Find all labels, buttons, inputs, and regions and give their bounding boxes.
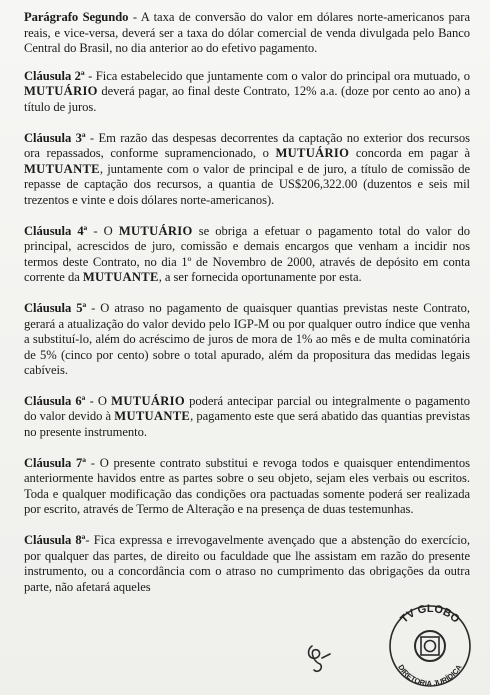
clause-text: , a ser fornecida oportunamente por esta. bbox=[158, 270, 362, 285]
party-name: MUTUÁRIO bbox=[24, 84, 98, 99]
clause-heading: Cláusula 7ª bbox=[24, 455, 86, 470]
party-name: MUTUANTE bbox=[24, 161, 100, 176]
paragraph-clausula-8 bbox=[24, 533, 470, 595]
stamp-top-text: TV GLOBO bbox=[398, 602, 462, 626]
stamp-bottom-text: DIRETORIA JURÍDICA bbox=[396, 662, 464, 689]
paragraph-clausula-6 bbox=[24, 394, 470, 441]
clause-heading: Cláusula 2ª bbox=[24, 68, 85, 83]
clause-heading: Cláusula 3ª bbox=[24, 130, 86, 145]
clause-text: - O presente contrato substitui e revoga todos e quaisquer entendimentos anteriormente havidos entre as partes sobre o seu objeto, sejam eles verbais ou escritos. Toda e qualquer modificação das condições ora pactuadas somente poderá ser realizada por escrito, através de Termo de Alteração e na presença de duas testemunhas. bbox=[24, 455, 470, 517]
clause-text: concorda em pagar à bbox=[349, 146, 471, 161]
clause-text: - Fica estabelecido que juntamente com o valor do principal ora mutuado, o bbox=[84, 68, 470, 83]
clause-text: - Fica expressa e irrevogavelmente avençado que a abstenção do exercício, por qualquer das partes, de direito ou faculdade que lhe assistam em razão do presente instrumento, ou a concordância com o atraso no cumprimento das obrigações da outra parte, não afetará aqueles bbox=[24, 533, 470, 594]
party-name: MUTUANTE bbox=[114, 409, 191, 424]
clause-text: , juntamente com o valor de principal e de juro, a título de comissão de repasse de captação dos recursos, a quantia de US$206,322.00 (duzentos e seis mil trezentos e vinte e dois dólares norte-americanos). bbox=[24, 161, 470, 207]
clause-text: deverá pagar, ao final deste Contrato, 12% a.a. (doze por cento ao ano) a título de juros. bbox=[24, 84, 470, 114]
party-name: MUTUÁRIO bbox=[111, 393, 185, 408]
clause-heading: Cláusula 5ª bbox=[24, 300, 87, 315]
clause-heading: Cláusula 6ª bbox=[24, 393, 86, 408]
party-name: MUTUÁRIO bbox=[275, 146, 350, 161]
clause-text: - O bbox=[85, 393, 112, 408]
clause-text: poderá antecipar parcial ou integralmente o pagamento do valor devido à bbox=[24, 393, 470, 424]
party-name: MUTUANTE bbox=[82, 270, 159, 285]
legal-stamp bbox=[382, 600, 478, 690]
paragraph-clausula-7 bbox=[24, 456, 470, 518]
party-name: MUTUÁRIO bbox=[118, 223, 193, 238]
clause-text: , pagamento este que será abatido das quantias previstas no presente instrumento. bbox=[24, 409, 471, 440]
clause-heading: Parágrafo Segundo bbox=[24, 10, 129, 24]
paragraph-paragrafo-segundo bbox=[24, 10, 470, 57]
clause-text: - Em razão das despesas decorrentes da captação no exterior dos recursos ora repassados, conforme supramencionado, o bbox=[24, 130, 470, 161]
paragraph-clausula-4 bbox=[24, 224, 470, 286]
clause-heading: Cláusula 8ª bbox=[24, 533, 86, 548]
paragraph-clausula-2 bbox=[24, 69, 470, 116]
clause-text: - O atraso no pagamento de quaisquer quantias previstas neste Contrato, gerará a atualização do valor devido pelo IGP-M ou por qualquer outro índice que venha a substituí-lo, além do acréscimo de juros de mora de 1% ao mês e de multa cominatória de 5% (cinco por cento) sobre o total apurado, além da propositura das medidas legais cabíveis. bbox=[24, 300, 470, 378]
paragraph-clausula-5 bbox=[24, 301, 470, 379]
clause-text: - A taxa de conversão do valor em dólares norte-americanos para reais, e vice-versa, deverá ser a taxa do dólar comercial de venda divulgada pelo Banco Central do Brasil, no dia anterior ao do efetivo pagamento. bbox=[24, 10, 470, 56]
clause-heading: Cláusula 4ª bbox=[24, 223, 88, 238]
document-body bbox=[24, 10, 470, 610]
clause-text: se obriga a efetuar o pagamento total do valor do principal, acrescidos de juro, comissão e demais encargos que venham a incidir nos termos deste Contrato, no dia 1º de Novembro de 2000, através de depósito em conta corrente da bbox=[24, 223, 470, 285]
paragraph-clausula-3 bbox=[24, 131, 470, 209]
handwritten-initial-icon bbox=[300, 640, 340, 680]
clause-text: - O bbox=[87, 223, 119, 238]
